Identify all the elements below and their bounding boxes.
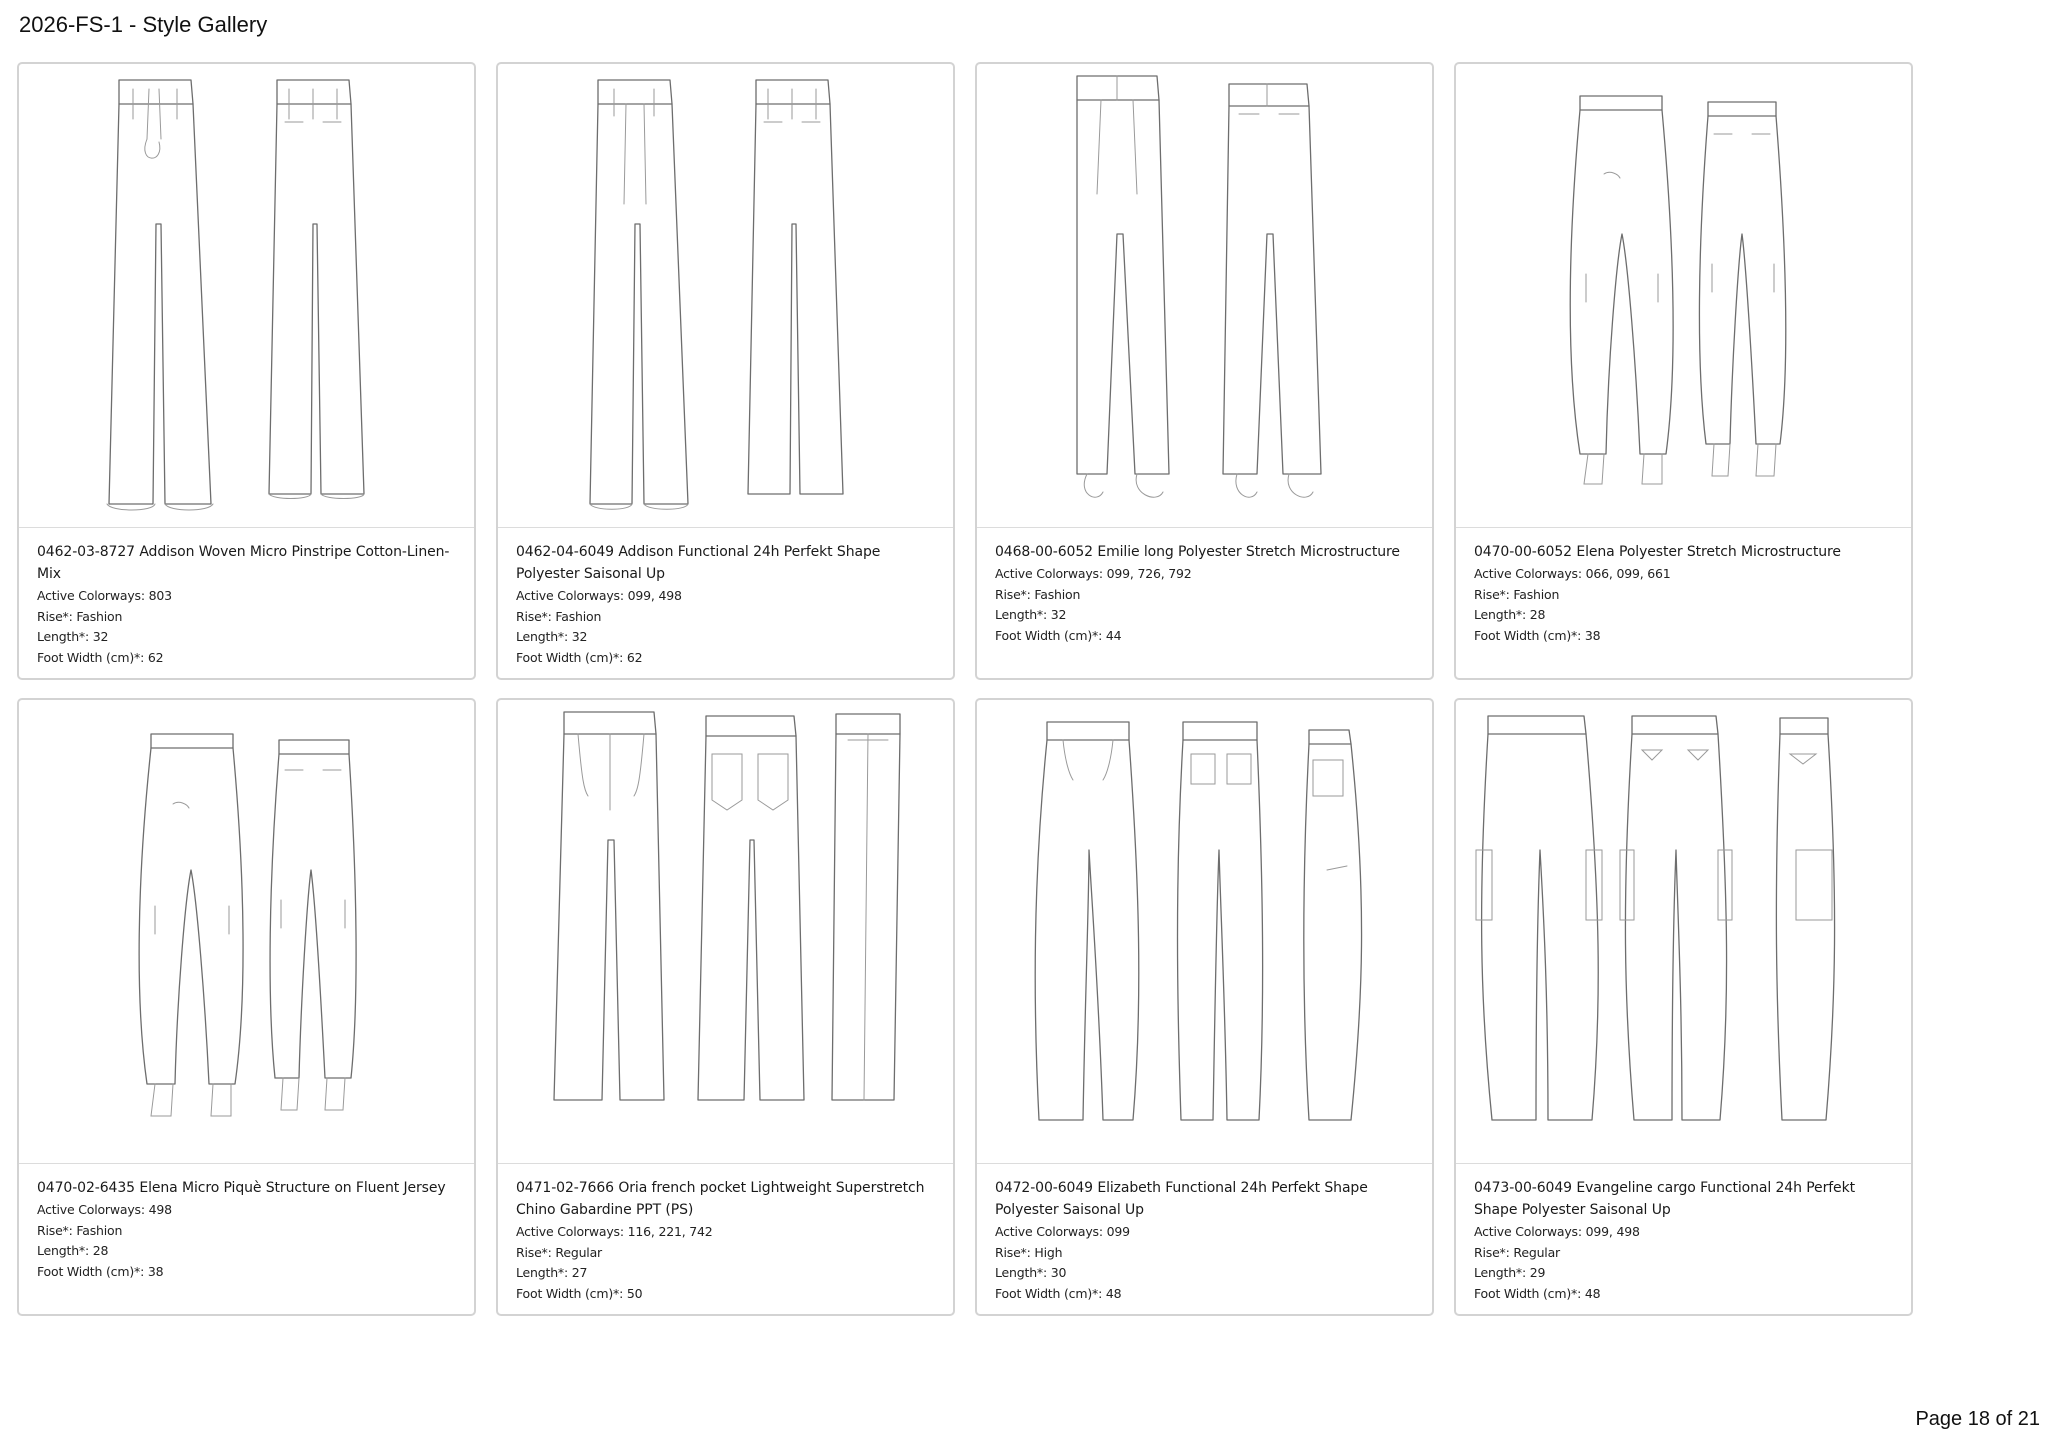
attr-label: Rise* : [37, 1223, 76, 1238]
card-divider [498, 1163, 953, 1164]
attr-label: Active Colorways : [516, 1224, 628, 1239]
card-divider [19, 1163, 474, 1164]
style-card[interactable] [496, 62, 955, 680]
straight-chino-sketch [498, 700, 953, 1162]
attr-label: Foot Width (cm)* : [1474, 628, 1585, 643]
attr-label: Length* : [995, 1265, 1051, 1280]
foot-width-row [516, 1284, 937, 1305]
style-card[interactable] [1454, 62, 1913, 680]
attr-value: Fashion [1034, 586, 1081, 602]
style-info [995, 1177, 1416, 1304]
attr-value: 38 [147, 1263, 164, 1279]
style-info [516, 541, 937, 668]
attr-value: 32 [92, 629, 109, 644]
style-info [1474, 541, 1895, 646]
attr-value: 32 [1050, 607, 1067, 622]
attr-value: High [1034, 1244, 1063, 1260]
attr-label: Length* : [516, 629, 572, 644]
attr-label: Rise* : [995, 587, 1034, 602]
attr-value: 48 [1105, 1285, 1122, 1301]
attr-value: 38 [1584, 627, 1601, 643]
attr-label: Foot Width (cm)* : [37, 1264, 148, 1279]
length-row [1474, 1263, 1895, 1284]
page-title: 2026-FS-1 - Style Gallery [19, 12, 268, 37]
style-info [1474, 1177, 1895, 1304]
colorways-row [37, 586, 458, 607]
rise-row [516, 607, 937, 628]
length-row [1474, 605, 1895, 626]
attr-label: Active Colorways : [995, 1224, 1107, 1239]
attr-label: Active Colorways : [1474, 566, 1586, 581]
attr-label: Rise* : [995, 1245, 1034, 1260]
attr-value: Regular [555, 1244, 602, 1260]
style-name[interactable]: 0473-00-6049 Evangeline cargo Functional 24h Perfekt Shape Polyester Saisonal Up [1474, 1180, 1855, 1218]
foot-width-row [516, 648, 937, 669]
foot-width-row [1474, 626, 1895, 647]
card-divider [977, 527, 1432, 528]
attr-value: Fashion [76, 1222, 123, 1238]
style-name[interactable]: 0468-00-6052 Emilie long Polyester Stretch Microstructure [995, 544, 1400, 560]
attr-value: 116, 221, 742 [627, 1224, 713, 1239]
style-name[interactable]: 0462-03-8727 Addison Woven Micro Pinstripe Cotton-Linen-Mix [37, 544, 450, 582]
attr-value: 32 [571, 629, 588, 644]
attr-value: 62 [147, 649, 164, 665]
style-name[interactable]: 0470-00-6052 Elena Polyester Stretch Microstructure [1474, 544, 1841, 560]
attr-value: 099, 498 [1585, 1224, 1640, 1239]
wide-leg-trouser-sketch [498, 64, 953, 526]
cargo-trouser-sketch [1456, 700, 1911, 1162]
attr-value: 29 [1529, 1265, 1546, 1280]
style-name[interactable]: 0462-04-6049 Addison Functional 24h Perfekt Shape Polyester Saisonal Up [516, 544, 881, 582]
attr-value: 48 [1584, 1285, 1601, 1301]
foot-width-row [995, 626, 1416, 647]
colorways-row [995, 564, 1416, 585]
attr-value: 28 [1529, 607, 1546, 622]
attr-value: Regular [1513, 1244, 1560, 1260]
attr-label: Foot Width (cm)* : [1474, 1286, 1585, 1301]
attr-label: Length* : [37, 629, 93, 644]
style-card[interactable] [975, 62, 1434, 680]
length-row [995, 1263, 1416, 1284]
attr-label: Length* : [995, 607, 1051, 622]
style-name[interactable]: 0471-02-7666 Oria french pocket Lightweight Superstretch Chino Gabardine PPT (PS) [516, 1180, 925, 1218]
length-row [995, 605, 1416, 626]
style-card[interactable] [17, 62, 476, 680]
card-divider [977, 1163, 1432, 1164]
colorways-row [1474, 564, 1895, 585]
attr-value: 099 [1106, 1224, 1130, 1239]
length-row [516, 627, 937, 648]
style-info [37, 541, 458, 668]
attr-label: Foot Width (cm)* : [516, 1286, 627, 1301]
attr-value: Fashion [1513, 586, 1560, 602]
attr-label: Length* : [1474, 1265, 1530, 1280]
rise-row [37, 1221, 458, 1242]
style-info [516, 1177, 937, 1304]
foot-width-row [37, 648, 458, 669]
barrel-leg-trouser-sketch [19, 700, 474, 1162]
pleated-trouser-sketch [977, 64, 1432, 526]
attr-label: Active Colorways : [37, 588, 149, 603]
attr-label: Rise* : [37, 609, 76, 624]
wide-leg-trouser-drawstring-sketch [19, 64, 474, 526]
card-divider [1456, 527, 1911, 528]
card-divider [498, 527, 953, 528]
barrel-leg-trouser-sketch [1456, 64, 1911, 526]
attr-value: 803 [148, 588, 172, 603]
attr-value: 50 [626, 1285, 643, 1301]
style-card[interactable] [1454, 698, 1913, 1316]
style-info [995, 541, 1416, 646]
attr-label: Active Colorways : [516, 588, 628, 603]
attr-value: Fashion [555, 608, 602, 624]
colorways-row [516, 586, 937, 607]
style-name[interactable]: 0470-02-6435 Elena Micro Piquè Structure on Fluent Jersey [37, 1180, 446, 1196]
length-row [37, 1241, 458, 1262]
rise-row [995, 1243, 1416, 1264]
attr-label: Length* : [1474, 607, 1530, 622]
attr-label: Active Colorways : [1474, 1224, 1586, 1239]
attr-label: Rise* : [1474, 587, 1513, 602]
attr-label: Rise* : [516, 1245, 555, 1260]
attr-label: Active Colorways : [37, 1202, 149, 1217]
attr-label: Foot Width (cm)* : [516, 650, 627, 665]
foot-width-row [995, 1284, 1416, 1305]
attr-label: Rise* : [516, 609, 555, 624]
colorways-row [37, 1200, 458, 1221]
style-name[interactable]: 0472-00-6049 Elizabeth Functional 24h Perfekt Shape Polyester Saisonal Up [995, 1180, 1368, 1218]
style-card[interactable] [496, 698, 955, 1316]
attr-value: 28 [92, 1243, 109, 1258]
attr-label: Rise* : [1474, 1245, 1513, 1260]
rise-row [1474, 1243, 1895, 1264]
foot-width-row [1474, 1284, 1895, 1305]
attr-value: 44 [1105, 627, 1122, 643]
attr-label: Foot Width (cm)* : [37, 650, 148, 665]
attr-label: Active Colorways : [995, 566, 1107, 581]
foot-width-row [37, 1262, 458, 1283]
length-row [37, 627, 458, 648]
attr-value: 066, 099, 661 [1585, 566, 1671, 581]
style-card[interactable] [17, 698, 476, 1316]
attr-value: 099, 726, 792 [1106, 566, 1192, 581]
style-gallery-grid [17, 62, 1917, 1322]
attr-label: Length* : [37, 1243, 93, 1258]
attr-value: 099, 498 [627, 588, 682, 603]
attr-value: 62 [626, 649, 643, 665]
colorways-row [1474, 1222, 1895, 1243]
attr-label: Foot Width (cm)* : [995, 628, 1106, 643]
attr-value: Fashion [76, 608, 123, 624]
page-number: Page 18 of 21 [1915, 1408, 2040, 1430]
colorways-row [995, 1222, 1416, 1243]
rise-row [995, 585, 1416, 606]
attr-value: 498 [148, 1202, 172, 1217]
rise-row [37, 607, 458, 628]
length-row [516, 1263, 937, 1284]
attr-label: Length* : [516, 1265, 572, 1280]
rise-row [516, 1243, 937, 1264]
attr-label: Foot Width (cm)* : [995, 1286, 1106, 1301]
rise-row [1474, 585, 1895, 606]
colorways-row [516, 1222, 937, 1243]
style-card[interactable] [975, 698, 1434, 1316]
curved-leg-trouser-sketch [977, 700, 1432, 1162]
attr-value: 30 [1050, 1265, 1067, 1280]
card-divider [1456, 1163, 1911, 1164]
attr-value: 27 [571, 1265, 588, 1280]
card-divider [19, 527, 474, 528]
style-info [37, 1177, 458, 1282]
